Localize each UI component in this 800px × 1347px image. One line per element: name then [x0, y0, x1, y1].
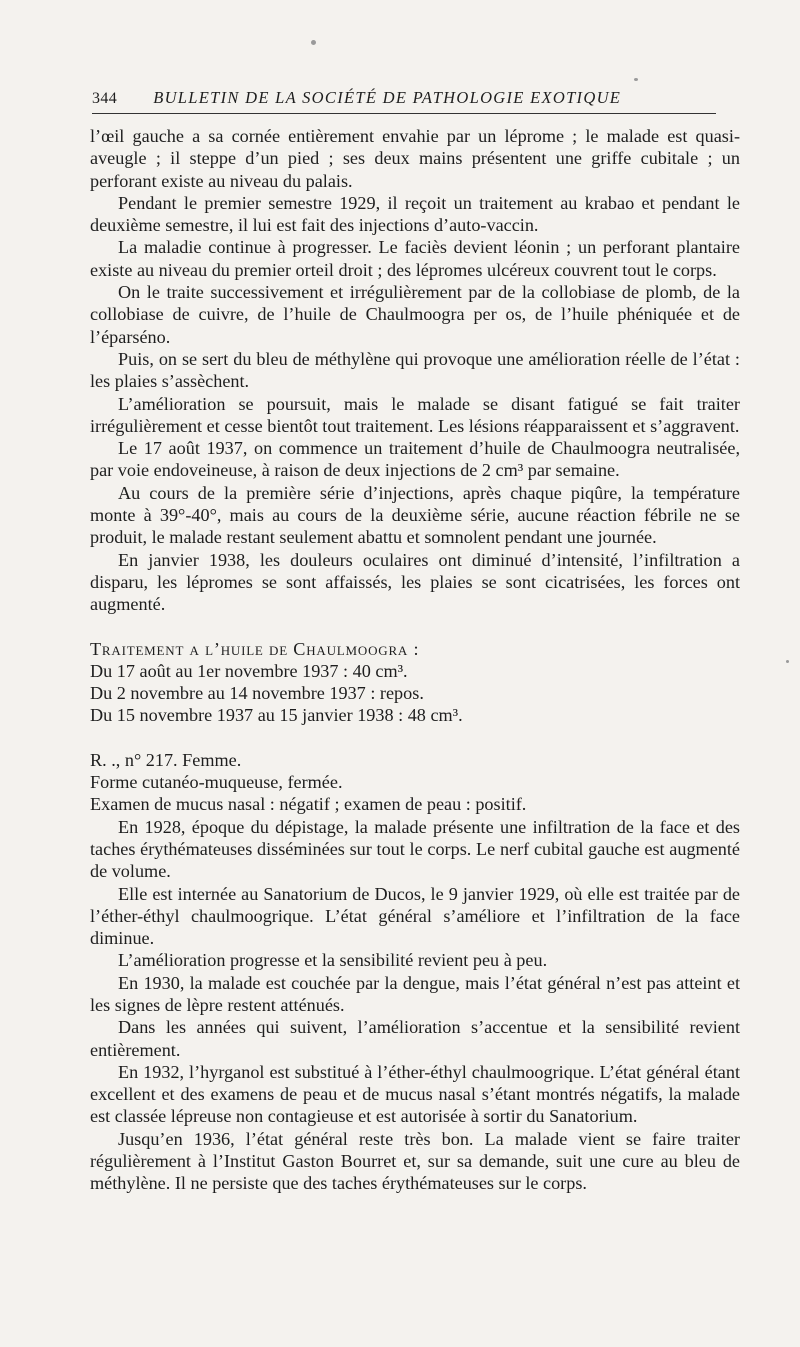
paragraph: Le 17 août 1937, on commence un traitement d’huile de Chaulmoogra neutralisée, par voie endoveineuse, à raison de deux injections de 2 cm³ par semaine.	[90, 438, 740, 481]
paragraph: L’amélioration progresse et la sensibilité revient peu à peu.	[118, 950, 548, 971]
treatment-line: Du 15 novembre 1937 au 15 janvier 1938 : 48 cm³.	[90, 705, 463, 726]
running-header	[92, 88, 712, 108]
paragraph: Jusqu’en 1936, l’état général reste très bon. La malade vient se faire traiter régulièrement à l’Institut Gaston Bourret et, sur sa demande, suit une cure au bleu de méthylène. Il ne persiste que des taches érythémateuses sur le corps.	[90, 1128, 740, 1194]
treatment-line: Du 17 août au 1er novembre 1937 : 40 cm³.	[90, 660, 408, 681]
paragraph: En janvier 1938, les douleurs oculaires ont diminué d’intensité, l’infiltration a disparu, les lépromes se sont affaissés, les plaies se sont cicatrisées, les forces ont augmenté.	[90, 549, 740, 615]
header-rule	[92, 113, 716, 114]
page-number: 344	[92, 90, 118, 107]
case-exam: Examen de mucus nasal : négatif ; examen de peau : positif.	[90, 794, 527, 815]
treatment-line: Du 2 novembre au 14 novembre 1937 : repos.	[90, 683, 424, 704]
scan-speck	[786, 660, 789, 663]
paragraph: l’œil gauche a sa cornée entièrement envahie par un lépromе ; le malade est quasi-aveugle ; il steppe d’un pied ; ses deux mains présentent une griffe cubitale ; un perforant existe au niveau du palais.	[90, 126, 740, 191]
paragraph: On le traite successivement et irrégulièrement par de la collobiase de plomb, de la collobiase de cuivre, de l’huile de Chaulmoogra per os, de l’huile phéniquée et de l’éparséno.	[90, 282, 740, 347]
paragraph: En 1932, l’hyrganol est substitué à l’éther-éthyl chaulmoogrique. L’état général étant excellent et des examens de peau et de mucus nasal s’étant montrés négatifs, la malade est classée lépreuse non contagieuse et est autorisée à sortir du Sanatorium.	[90, 1061, 740, 1127]
paragraph: Elle est internée au Sanatorium de Ducos, le 9 janvier 1929, où elle est traitée par de l’éther-éthyl chaulmoogrique. L’état général s’améliore et l’infiltration de la face diminue.	[90, 883, 740, 949]
case-heading: R. ., n° 217. Femme.	[90, 749, 242, 770]
journal-title: BULLETIN DE LA SOCIÉTÉ DE PATHOLOGIE EXOTIQUE	[153, 88, 622, 107]
paragraph: Pendant le premier semestre 1929, il reçoit un traitement au krabao et pendant le deuxième semestre, il lui est fait des injections d’auto-vaccin.	[90, 192, 740, 236]
scan-speck	[311, 40, 316, 45]
scan-speck	[634, 78, 638, 81]
paragraph: L’amélioration se poursuit, mais le malade se disant fatigué se fait traiter irrégulièrement et cesse bientôt tout traitement. Les lésions réapparaissent et s’aggravent.	[90, 393, 740, 436]
paragraph: La maladie continue à progresser. Le faciès devient léonin ; un perforant plantaire existe au niveau du premier orteil droit ; des lépromes ulcéreux couvrent tout le corps.	[90, 237, 740, 280]
treatment-heading: Traitement a l’huile de Chaulmoogra :	[90, 638, 420, 659]
case-form: Forme cutanéo-muqueuse, fermée.	[90, 772, 343, 793]
paragraph: En 1930, la malade est couchée par la dengue, mais l’état général n’est pas atteint et les signes de lèpre restent atténués.	[90, 972, 740, 1015]
body-text	[90, 125, 740, 1195]
paragraph: Dans les années qui suivent, l’amélioration s’accentue et la sensibilité revient entièrement.	[90, 1017, 740, 1060]
paragraph: Puis, on se sert du bleu de méthylène qui provoque une amélioration réelle de l’état : les plaies s’assèchent.	[90, 348, 740, 392]
paragraph: En 1928, époque du dépistage, la malade présente une infiltration de la face et des taches érythémateuses disséminées sur tout le corps. Le nerf cubital gauche est augmenté de volume.	[90, 816, 740, 882]
paragraph: Au cours de la première série d’injections, après chaque piqûre, la température monte à 39°-40°, mais au cours de la deuxième série, aucune réaction fébrile ne se produit, le malade restant seulement abattu et somnolent pendant une journée.	[90, 482, 740, 548]
